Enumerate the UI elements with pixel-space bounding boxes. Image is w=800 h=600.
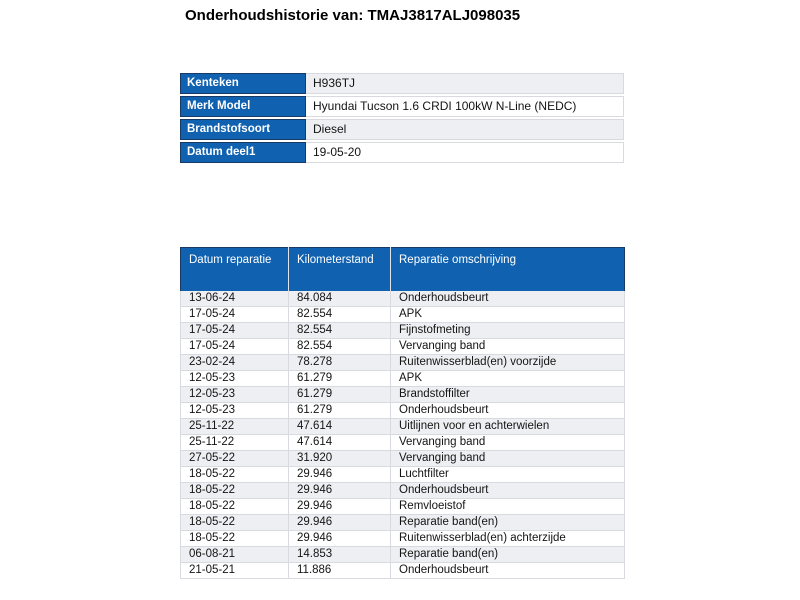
table-row: [181, 467, 625, 483]
repair-description-cell: Onderhoudsbeurt: [391, 483, 625, 499]
vehicle-row-value: Hyundai Tucson 1.6 CRDI 100kW N-Line (NEDC): [306, 96, 624, 117]
repair-odometer-cell: 31.920: [289, 451, 391, 467]
table-row: [181, 435, 625, 451]
repair-date-cell: 17-05-24: [181, 339, 289, 355]
repair-date-cell: 12-05-23: [181, 403, 289, 419]
repair-description-cell: Vervanging band: [391, 451, 625, 467]
repair-odometer-cell: 47.614: [289, 435, 391, 451]
table-row: [181, 291, 625, 307]
repair-history-table: [180, 247, 625, 579]
repair-description-cell: Uitlijnen voor en achterwielen: [391, 419, 625, 435]
table-row: [181, 451, 625, 467]
repair-odometer-cell: 29.946: [289, 467, 391, 483]
repair-date-cell: 25-11-22: [181, 435, 289, 451]
repair-date-cell: 18-05-22: [181, 467, 289, 483]
table-row: [181, 483, 625, 499]
repair-date-cell: 12-05-23: [181, 387, 289, 403]
vehicle-row-label: Merk Model: [180, 96, 306, 117]
table-row: [181, 403, 625, 419]
repair-header-row: [181, 248, 625, 291]
repair-odometer-cell: 61.279: [289, 371, 391, 387]
repair-date-cell: 21-05-21: [181, 563, 289, 579]
repair-odometer-cell: 29.946: [289, 483, 391, 499]
table-row: [181, 419, 625, 435]
repair-date-cell: 12-05-23: [181, 371, 289, 387]
repair-date-cell: 17-05-24: [181, 323, 289, 339]
repair-date-cell: 25-11-22: [181, 419, 289, 435]
column-header-datum-reparatie: Datum reparatie: [181, 248, 289, 291]
repair-date-cell: 27-05-22: [181, 451, 289, 467]
vehicle-row: [180, 96, 624, 117]
repair-date-cell: 13-06-24: [181, 291, 289, 307]
repair-description-cell: Vervanging band: [391, 339, 625, 355]
repair-table-body: [181, 291, 625, 579]
repair-description-cell: Brandstoffilter: [391, 387, 625, 403]
repair-description-cell: Luchtfilter: [391, 467, 625, 483]
vehicle-row-label: Datum deel1: [180, 142, 306, 163]
vehicle-row: [180, 73, 624, 94]
vehicle-row: [180, 119, 624, 140]
repair-date-cell: 17-05-24: [181, 307, 289, 323]
vehicle-info-table: [180, 71, 624, 165]
vehicle-row-value: H936TJ: [306, 73, 624, 94]
repair-odometer-cell: 61.279: [289, 403, 391, 419]
repair-description-cell: Onderhoudsbeurt: [391, 403, 625, 419]
vehicle-row: [180, 142, 624, 163]
table-row: [181, 339, 625, 355]
repair-odometer-cell: 82.554: [289, 323, 391, 339]
repair-odometer-cell: 61.279: [289, 387, 391, 403]
repair-date-cell: 06-08-21: [181, 547, 289, 563]
table-row: [181, 563, 625, 579]
repair-odometer-cell: 14.853: [289, 547, 391, 563]
table-row: [181, 531, 625, 547]
table-row: [181, 371, 625, 387]
repair-description-cell: Onderhoudsbeurt: [391, 563, 625, 579]
repair-date-cell: 18-05-22: [181, 483, 289, 499]
repair-odometer-cell: 29.946: [289, 515, 391, 531]
repair-odometer-cell: 29.946: [289, 499, 391, 515]
repair-odometer-cell: 47.614: [289, 419, 391, 435]
table-row: [181, 355, 625, 371]
repair-odometer-cell: 29.946: [289, 531, 391, 547]
repair-description-cell: Ruitenwisserblad(en) voorzijde: [391, 355, 625, 371]
repair-description-cell: Remvloeistof: [391, 499, 625, 515]
repair-date-cell: 23-02-24: [181, 355, 289, 371]
column-header-kilometerstand: Kilometerstand: [289, 248, 391, 291]
repair-odometer-cell: 82.554: [289, 307, 391, 323]
repair-date-cell: 18-05-22: [181, 531, 289, 547]
repair-description-cell: Reparatie band(en): [391, 515, 625, 531]
repair-odometer-cell: 78.278: [289, 355, 391, 371]
repair-description-cell: Fijnstofmeting: [391, 323, 625, 339]
repair-description-cell: APK: [391, 371, 625, 387]
table-row: [181, 323, 625, 339]
repair-odometer-cell: 11.886: [289, 563, 391, 579]
vehicle-row-value: Diesel: [306, 119, 624, 140]
vehicle-row-label: Kenteken: [180, 73, 306, 94]
repair-date-cell: 18-05-22: [181, 499, 289, 515]
repair-description-cell: Ruitenwisserblad(en) achterzijde: [391, 531, 625, 547]
column-header-reparatie-omschrijving: Reparatie omschrijving: [391, 248, 625, 291]
repair-odometer-cell: 84.084: [289, 291, 391, 307]
repair-description-cell: Reparatie band(en): [391, 547, 625, 563]
repair-description-cell: Onderhoudsbeurt: [391, 291, 625, 307]
repair-description-cell: APK: [391, 307, 625, 323]
vehicle-row-value: 19-05-20: [306, 142, 624, 163]
vehicle-row-label: Brandstofsoort: [180, 119, 306, 140]
table-row: [181, 499, 625, 515]
repair-table-head: [181, 248, 625, 291]
repair-odometer-cell: 82.554: [289, 339, 391, 355]
vehicle-table-body: [180, 73, 624, 163]
page-title: Onderhoudshistorie van: TMAJ3817ALJ098035: [185, 7, 521, 24]
repair-date-cell: 18-05-22: [181, 515, 289, 531]
table-row: [181, 387, 625, 403]
table-row: [181, 515, 625, 531]
repair-description-cell: Vervanging band: [391, 435, 625, 451]
table-row: [181, 307, 625, 323]
table-row: [181, 547, 625, 563]
